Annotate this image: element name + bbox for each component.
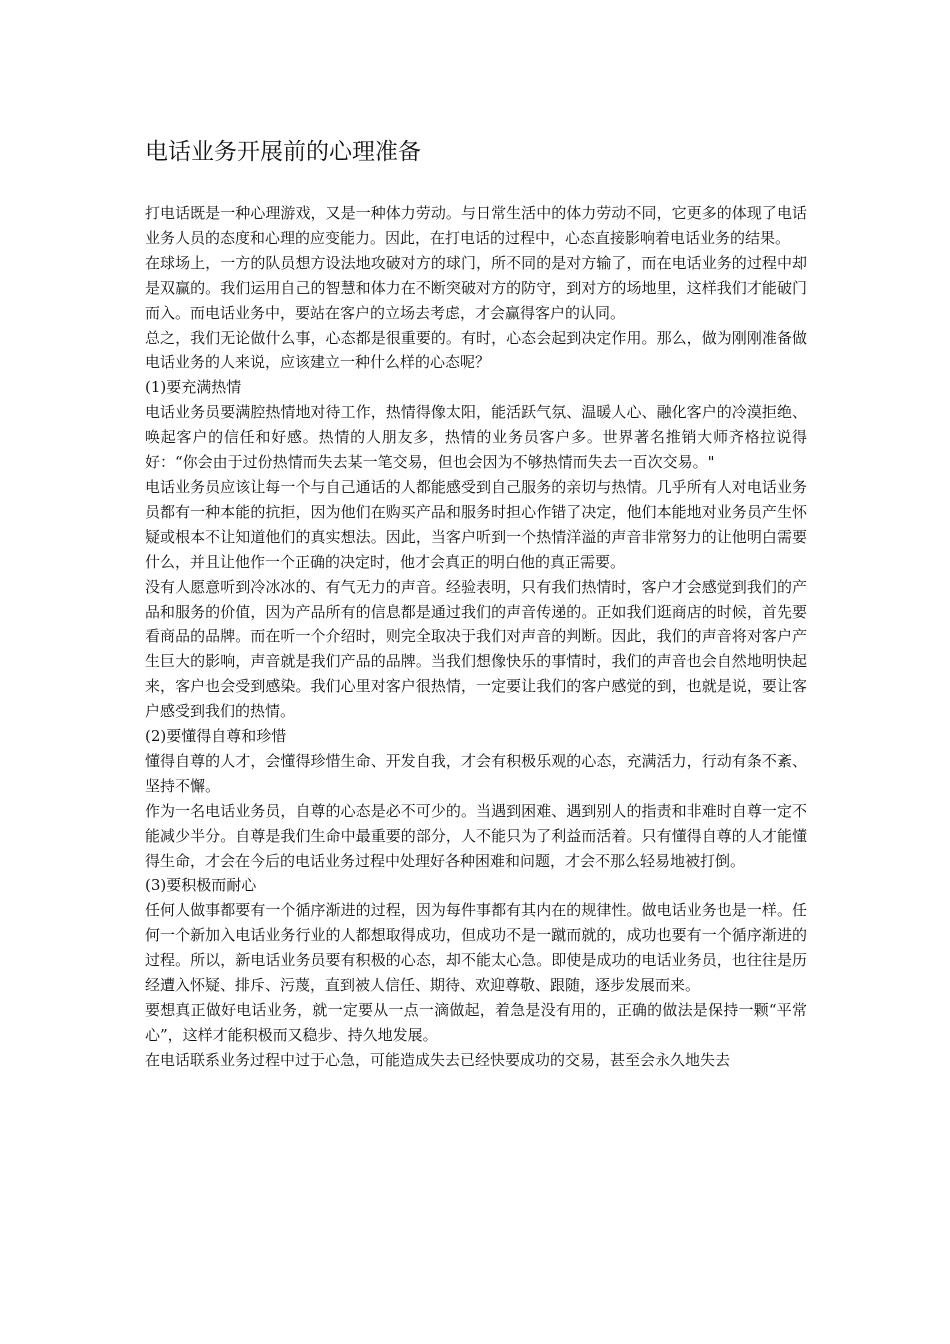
section-heading: (1)要充满热情 (145, 378, 242, 397)
paragraph: 在电话联系业务过程中过于心急，可能造成失去已经快要成功的交易，甚至会永久地失去 (145, 1050, 731, 1069)
paragraph: 任何人做事都要有一个循序渐进的过程，因为每件事都有其内在的规律性。做电话业务也是一样。任何一个新加入电话业务行业的人都想取得成功，但成功不是一蹴而就的，成功也要有一个循序渐进的过程。所以，新电话业务员要有积极的心态，却不能太心急。即使是成功的电话业务员，也往往是历经遭入怀疑、排斥、污蔑，直到被人信任、期待、欢迎尊敬、跟随，逐步发展而来。 (145, 901, 807, 995)
paragraph: 作为一名电话业务员，自尊的心态是必不可少的。当遇到困难、遇到别人的指责和非难时自尊一定不能减少半分。自尊是我们生命中最重要的部分，人不能只为了利益而活着。只有懂得自尊的人才能懂得生命，才会在今后的电话业务过程中处理好各种困难和问题，才会不那么轻易地被打倒。 (145, 801, 807, 870)
paragraph: 电话业务员要满腔热情地对待工作，热情得像太阳，能活跃气氛、温暖人心、融化客户的冷漠拒绝、唤起客户的信任和好感。热情的人朋友多，热情的业务员客户多。世界著名推销大师齐格拉说得好：“你会由于过份热情而失去某一笔交易，但也会因为不够热情而失去一百次交易。" (145, 403, 807, 472)
section-heading: (2)要懂得自尊和珍惜 (145, 727, 287, 746)
paragraph: 没有人愿意听到冷冰冰的、有气无力的声音。经验表明，只有我们热情时，客户才会感觉到我们的产品和服务的价值，因为产品所有的信息都是通过我们的声音传递的。正如我们逛商店的时候，首先要看商品的品牌。而在听一个介绍时，则完全取决于我们对声音的判断。因此，我们的声音将对客户产生巨大的影响，声音就是我们产品的品牌。当我们想像快乐的事情时，我们的声音也会自然地明快起来，客户也会受到感染。我们心里对客户很热情，一定要让我们的客户感觉的到，也就是说，要让客户感受到我们的热情。 (145, 577, 807, 721)
paragraph: 在球场上，一方的队员想方设法地攻破对方的球门，所不同的是对方输了，而在电话业务的过程中却是双赢的。我们运用自己的智慧和体力在不断突破对方的防守，到对方的场地里，这样我们才能破门而入。而电话业务中，要站在客户的立场去考虑，才会赢得客户的认同。 (145, 253, 807, 322)
paragraph: 打电话既是一种心理游戏，又是一种体力劳动。与日常生活中的体力劳动不同，它更多的体现了电话业务人员的态度和心理的应变能力。因此，在打电话的过程中，心态直接影响着电话业务的结果。 (145, 204, 807, 247)
paragraph: 总之，我们无论做什么事，心态都是很重要的。有时，心态会起到决定作用。那么，做为刚刚准备做电话业务的人来说，应该建立一种什么样的心态呢？ (145, 328, 807, 372)
paragraph: 要想真正做好电话业务，就一定要从一点一滴做起，着急是没有用的，正确的做法是保持一颗“平常心”，这样才能积极而又稳步、持久地发展。 (145, 1001, 807, 1044)
paragraph: 电话业务员应该让每一个与自己通话的人都能感受到自己服务的亲切与热情。几乎所有人对电话业务员都有一种本能的抗拒，因为他们在购买产品和服务时担心作错了决定，他们本能地对业务员产生怀疑或根本不让知道他们的真实想法。因此，当客户听到一个热情洋溢的声音非常努力的让他明白需要什么，并且让他作一个正确的决定时，他才会真正的明白他的真正需要。 (145, 477, 807, 571)
paragraph: 懂得自尊的人才，会懂得珍惜生命、开发自我，才会有积极乐观的心态，充满活力，行动有条不紊、坚持不懈。 (145, 751, 807, 795)
section-heading: (3)要积极而耐心 (145, 876, 257, 895)
document-title: 电话业务开展前的心理准备 (145, 139, 421, 165)
document-body (145, 201, 807, 1073)
